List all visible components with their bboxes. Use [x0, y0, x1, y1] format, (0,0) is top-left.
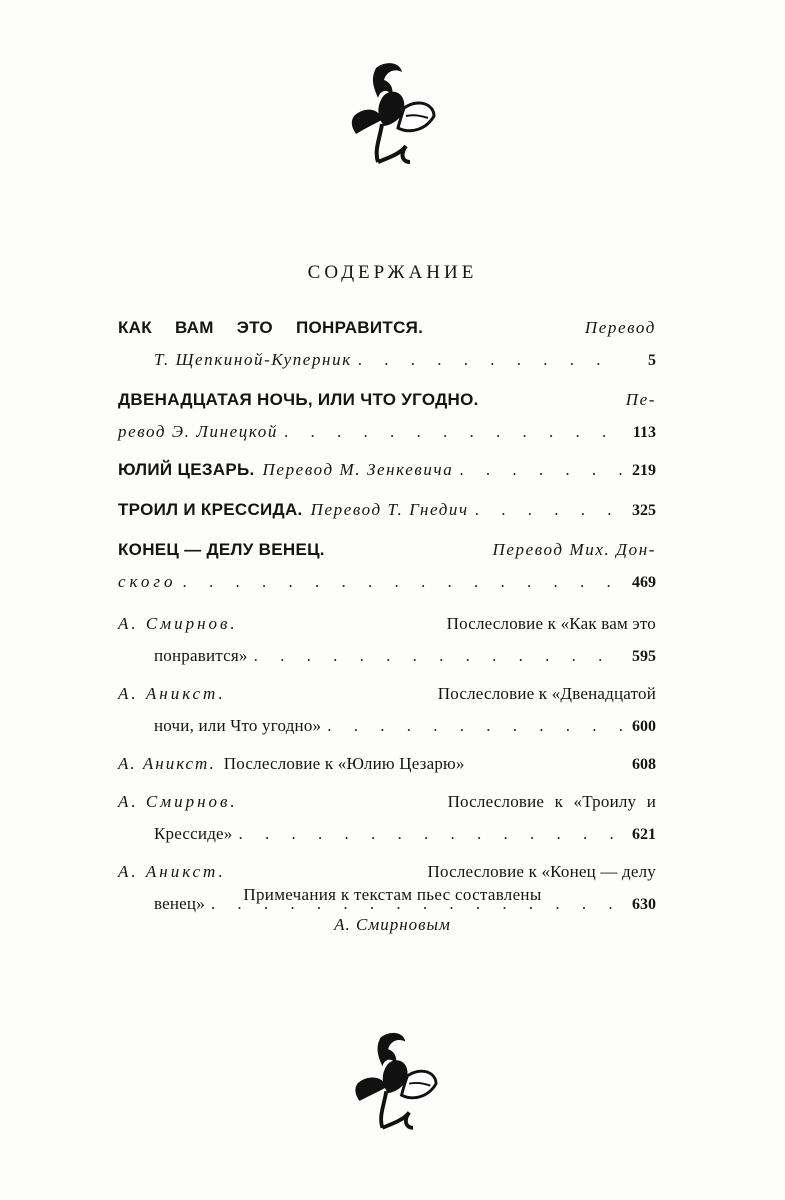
- page-number: 621: [632, 826, 656, 843]
- toc-entry[interactable]: [118, 534, 656, 598]
- page-number: 5: [648, 352, 656, 369]
- play-title: ДВЕНАДЦАТАЯ НОЧЬ, ИЛИ ЧТО УГОДНО.: [118, 390, 479, 409]
- floral-vignette-icon: [337, 1030, 445, 1145]
- leader-dots: [358, 344, 622, 376]
- toc-entry[interactable]: [118, 494, 656, 526]
- leader-dots: [327, 710, 622, 742]
- afterword-text: ночи, или Что угодно»: [154, 716, 322, 735]
- afterword-text: венец»: [154, 894, 205, 913]
- toc-entry[interactable]: [118, 786, 656, 850]
- table-of-contents: [118, 312, 656, 920]
- play-title: ТРОИЛ И КРЕССИДА.: [118, 500, 303, 519]
- afterword-text: Послесловие к «Двенадцатой: [437, 684, 656, 703]
- afterword-text: Крессиде»: [154, 824, 233, 843]
- page-number: 630: [632, 896, 656, 913]
- translator-text: Пе-: [625, 390, 656, 409]
- afterword-text: Послесловие к «Как вам это: [446, 614, 656, 633]
- toc-entry[interactable]: [118, 608, 656, 672]
- leader-dots: [475, 494, 622, 526]
- notes-credit-author: А. Смирновым: [334, 915, 451, 934]
- translator-text: Перевод Мих. Дон-: [492, 540, 656, 559]
- leader-dots: [182, 566, 622, 598]
- afterword-author: А. Смирнов.: [118, 792, 238, 811]
- afterword-author: А. Смирнов.: [118, 614, 238, 633]
- afterword-author: А. Аникст.: [118, 754, 216, 773]
- translator-text: Перевод Т. Гнедич: [310, 500, 469, 519]
- page-number: 595: [632, 648, 656, 665]
- translator-text: ского: [118, 572, 177, 591]
- notes-credit-line: Примечания к текстам пьес составлены: [243, 885, 542, 904]
- toc-entry[interactable]: [118, 748, 656, 780]
- floral-vignette-icon: [330, 58, 440, 178]
- afterword-text: Послесловие к «Юлию Цезарю»: [223, 754, 465, 773]
- leader-dots: [254, 640, 622, 672]
- page-number: 600: [632, 718, 656, 735]
- toc-entry[interactable]: [118, 312, 656, 376]
- afterword-text: Послесловие к «Троилу и: [447, 792, 656, 811]
- translator-text: Перевод М. Зенкевича: [262, 460, 454, 479]
- leader-dots: [459, 454, 622, 486]
- afterword-author: А. Аникст.: [118, 684, 226, 703]
- play-title: КОНЕЦ — ДЕЛУ ВЕНЕЦ.: [118, 540, 325, 559]
- page-number: 219: [632, 462, 656, 479]
- notes-credit: [0, 880, 785, 940]
- translator-text: ревод Э. Линецкой: [118, 422, 278, 441]
- play-title: ЮЛИЙ ЦЕЗАРЬ.: [118, 460, 255, 479]
- translator-text: Т. Щепкиной-Куперник: [154, 350, 352, 369]
- toc-entry[interactable]: [118, 384, 656, 448]
- leader-dots: [239, 818, 623, 850]
- page-number: 325: [632, 502, 656, 519]
- translator-text: Перевод: [584, 318, 656, 337]
- afterword-author: А. Аникст.: [118, 862, 226, 881]
- leader-dots: [284, 416, 622, 448]
- toc-entry[interactable]: [118, 678, 656, 742]
- afterword-text: понравится»: [154, 646, 248, 665]
- page-number: 469: [632, 574, 656, 591]
- play-title: КАК ВАМ ЭТО ПОНРАВИТСЯ.: [118, 318, 424, 337]
- toc-entry[interactable]: [118, 454, 656, 486]
- contents-heading: СОДЕРЖАНИЕ: [307, 262, 478, 283]
- page-number: 608: [632, 756, 656, 773]
- page-number: 113: [632, 424, 656, 441]
- afterword-text: Послесловие к «Конец — делу: [427, 862, 656, 881]
